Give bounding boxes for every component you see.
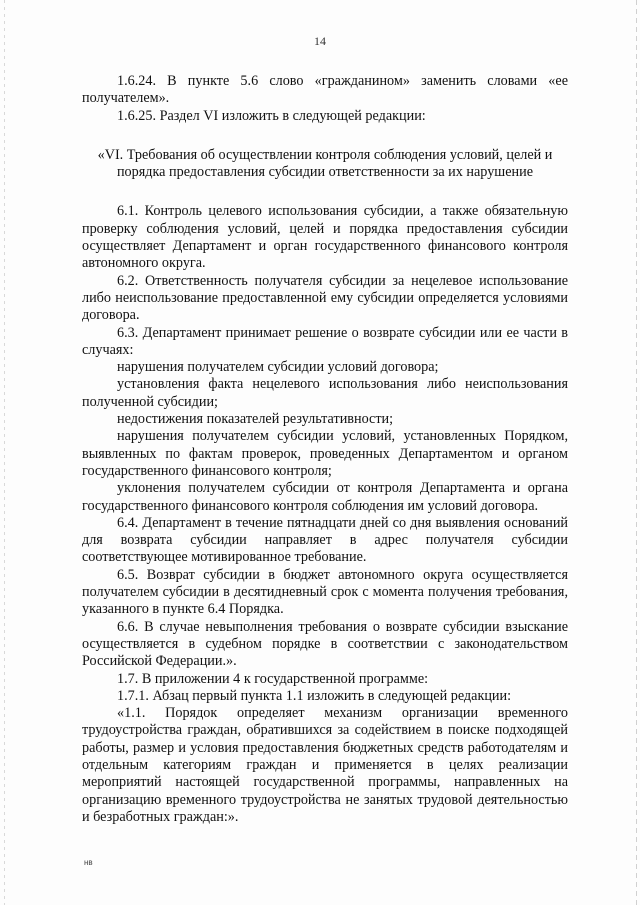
paragraph-6-1: 6.1. Контроль целевого использования субсидии, а также обязательную проверку соблюдения условий, целей и порядка предоставления субсидии осуществляет Департамент и орган государственного финансового контроля автономного округа. bbox=[82, 203, 568, 272]
list-item-case: недостижения показателей результативности; bbox=[117, 411, 394, 428]
list-item-case: установления факта нецелевого использования либо неиспользования полученной субсидии; bbox=[82, 376, 568, 410]
scan-edge-left bbox=[4, 0, 5, 905]
paragraph-1-7: 1.7. В приложении 4 к государственной программе: bbox=[117, 670, 429, 687]
paragraph-1-6-24: 1.6.24. В пункте 5.6 слово «гражданином» заменить словами «ее получателем». bbox=[82, 73, 568, 107]
paragraph-6-6: 6.6. В случае невыполнения требования о возврате субсидии взыскание осуществляется в судебном порядке в соответствии с законодательством Российской Федерации.». bbox=[82, 618, 568, 670]
paragraph-6-5: 6.5. Возврат субсидии в бюджет автономного округа осуществляется получателем субсидии в десятидневный срок с момента получения требования, указанного в пункте 6.4 Порядка. bbox=[82, 566, 568, 618]
page-number: 14 bbox=[314, 34, 326, 48]
paragraph-6-2: 6.2. Ответственность получателя субсидии за нецелевое использование либо неиспользование предоставленной ему субсидии определяется условиями договора. bbox=[82, 272, 568, 324]
list-item-case: нарушения получателем субсидии условий договора; bbox=[117, 359, 439, 376]
paragraph-1-7-1: 1.7.1. Абзац первый пункта 1.1 изложить в следующей редакции: bbox=[117, 687, 512, 704]
scan-edge-right bbox=[636, 0, 637, 905]
paragraph-6-4: 6.4. Департамент в течение пятнадцати дней со дня выявления оснований для возврата субсидии направляет в адрес получателя субсидии соответствующее мотивированное требование. bbox=[82, 514, 568, 566]
list-item-case: нарушения получателем субсидии условий, установленных Порядком, выявленных по фактам проверок, проведенных Департаментом и органом государственного финансового контроля; bbox=[82, 428, 568, 479]
paragraph-1-6-25: 1.6.25. Раздел VI изложить в следующей редакции: bbox=[117, 107, 426, 124]
document-body bbox=[82, 73, 568, 826]
paragraph-1-1-quote: «1.1. Порядок определяет механизм организации временного трудоустройства граждан, обратившихся за содействием в поиске подходящей работы, размер и условия предоставления бюджетных средств работодателям и отдельным категориям граждан и применяется в целях реализации мероприятий настоящей государственной программы, направленных на организацию временного трудоустройства не занятых трудовой деятельностью и безработных граждан:». bbox=[82, 705, 568, 825]
footer-initials: нв bbox=[84, 858, 93, 867]
paragraph-6-3: 6.3. Департамент принимает решение о возврате субсидии или ее части в случаях: bbox=[82, 324, 568, 358]
section-heading: «VI. Требования об осуществлении контроля соблюдения условий, целей и порядка предоставления субсидии ответственности за их нарушение bbox=[97, 146, 553, 181]
list-item-case: уклонения получателем субсидии от контроля Департамента и органа государственного финансового контроля соблюдения им условий договора. bbox=[82, 480, 568, 514]
